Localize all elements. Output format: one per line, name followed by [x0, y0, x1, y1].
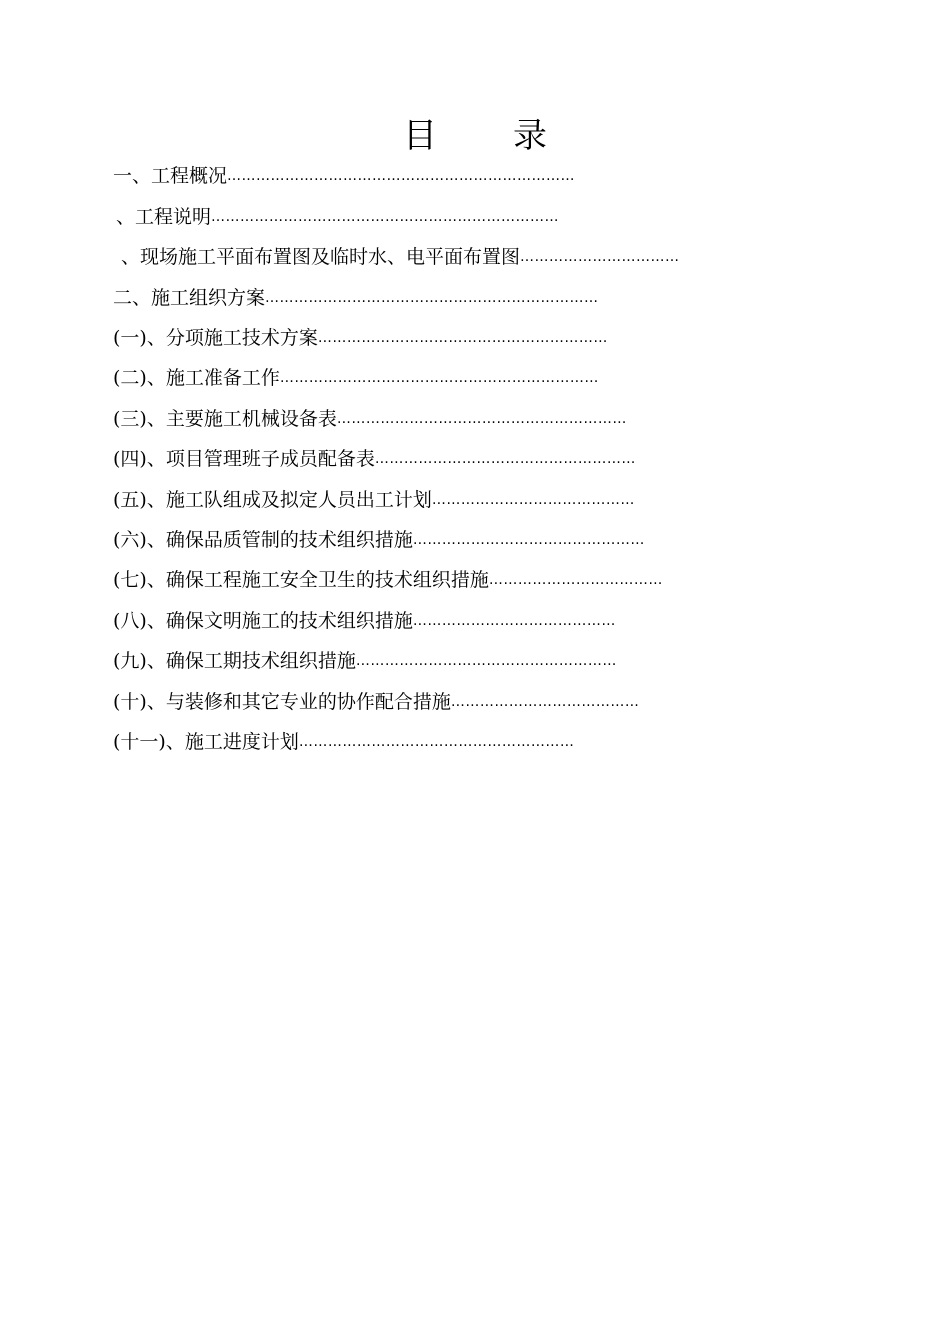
toc-entry[interactable]: [113, 566, 821, 594]
toc-entry-leader: ………………………………………………: [374, 451, 636, 467]
toc-entry[interactable]: [116, 203, 813, 231]
toc-entry-leader: …………………………………………: [412, 532, 645, 548]
toc-entry-leader: ……………………………………: [431, 492, 635, 508]
toc-entry-leader: ……………………………………………………: [336, 411, 627, 427]
toc-entry-label: 、工程说明: [116, 206, 212, 228]
toc-entry-leader: …………………………………………………: [298, 734, 575, 750]
toc-entry-label: 、现场施工平面布置图及临时水、电平面布置图: [121, 246, 521, 268]
toc-entry-label: (九)、确保工期技术组织措施: [113, 650, 356, 672]
toc-entry-label: (十)、与装修和其它专业的协作配合措施: [113, 691, 451, 713]
toc-entry-leader: …………………………………: [450, 694, 640, 710]
toc-entry[interactable]: [113, 324, 821, 352]
toc-entry-leader: ……………………………: [520, 249, 680, 265]
toc-entry[interactable]: [113, 728, 799, 756]
toc-entry-leader: ………………………………………………………………: [227, 168, 576, 184]
toc-entry-leader: ……………………………………………………: [317, 330, 608, 346]
toc-entry-leader: ……………………………………: [412, 613, 616, 629]
toc-entry[interactable]: [113, 607, 799, 635]
toc-entry-leader: ………………………………: [488, 572, 663, 588]
toc-entry-leader: ………………………………………………………………: [211, 209, 560, 225]
title-char-1: 目: [403, 116, 437, 156]
toc-entry[interactable]: [113, 486, 821, 514]
toc-entry[interactable]: [113, 162, 828, 190]
toc-entry[interactable]: [113, 526, 821, 554]
toc-entry[interactable]: [113, 284, 828, 312]
toc-entry-leader: ……………………………………………………………: [265, 290, 599, 306]
toc-entry-label: (五)、施工队组成及拟定人员出工计划: [113, 489, 432, 511]
toc-entry-label: 一、工程概况: [113, 165, 228, 187]
toc-entry-label: (七)、确保工程施工安全卫生的技术组织措施: [113, 569, 489, 591]
toc-entry[interactable]: [113, 445, 821, 473]
toc-entry[interactable]: [113, 688, 799, 716]
toc-entry-label: (一)、分项施工技术方案: [113, 327, 318, 349]
toc-entry-label: (十一)、施工进度计划: [113, 731, 299, 753]
toc-entry[interactable]: [113, 364, 821, 392]
toc-entry[interactable]: [113, 647, 799, 675]
toc-entry-label: 二、施工组织方案: [113, 287, 266, 309]
toc-entry[interactable]: [121, 243, 818, 271]
toc-entry-leader: ………………………………………………: [355, 653, 617, 669]
toc-entry-label: (四)、项目管理班子成员配备表: [113, 448, 375, 470]
toc-entry-label: (八)、确保文明施工的技术组织措施: [113, 610, 413, 632]
toc-entry-label: (六)、确保品质管制的技术组织措施: [113, 529, 413, 551]
toc-entry[interactable]: [113, 405, 821, 433]
toc-entry-label: (三)、主要施工机械设备表: [113, 408, 337, 430]
title-char-2: 录: [513, 116, 547, 156]
toc-entry-leader: …………………………………………………………: [279, 370, 599, 386]
toc-entry-label: (二)、施工准备工作: [113, 367, 280, 389]
